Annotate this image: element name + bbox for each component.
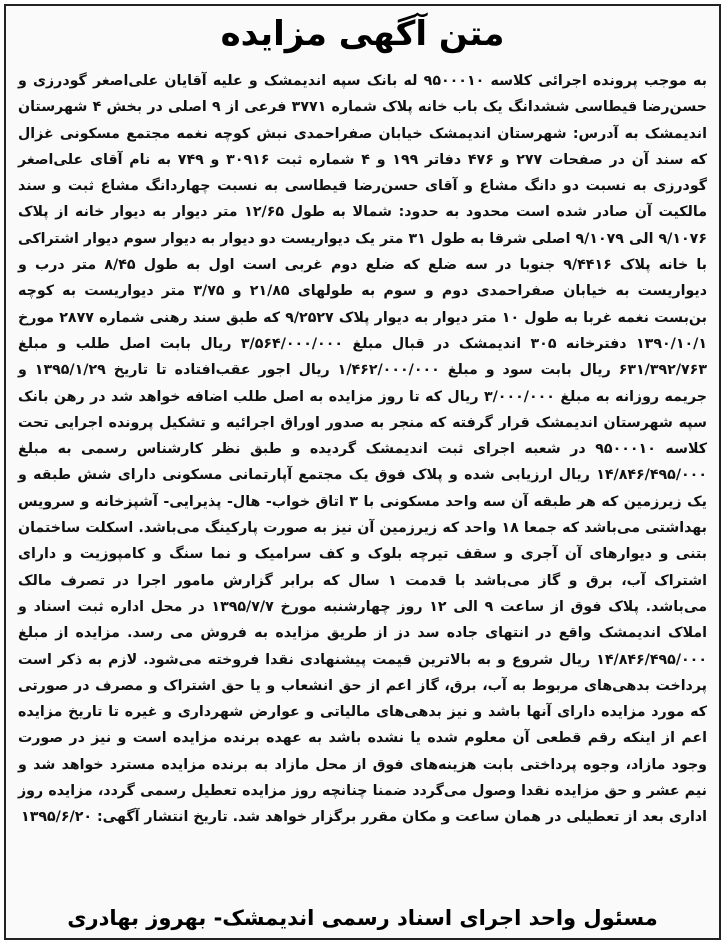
notice-page <box>4 4 721 940</box>
notice-signature: مسئول واحد اجرای اسناد رسمی اندیمشک- بهروز بهادری <box>67 906 658 930</box>
notice-body: به موجب پرونده اجرائی کلاسه ۹۵۰۰۰۱۰ له بانک سپه اندیمشک و علیه آقایان علی‌اصغر گودرزی و حسن‌رضا قیطاسی ششدانگ یک باب خانه پلاک شماره ۳۷۷۱ فرعی از ۹ اصلی در بخش ۴ شهرستان اندیمشک به آدرس: شهرستان اندیمشک خیابان صفراحمدی نبش کوچه نغمه مجتمع مسکونی غزال که سند آن در صفحات ۲۷۷ و ۴۷۶ دفاتر ۱۹۹ و ۴ شماره ثبت ۳۰۹۱۶ و ۷۴۹ به نام آقای علی‌اصغر گودرزی به نسبت دو دانگ مشاع و آقای حسن‌رضا قیطاسی به نسبت چهاردانگ مشاع ثبت و سند مالکیت آن صادر شده است محدود به حدود: شمالا به طول ۱۲/۶۵ متر دیوار به دیوار خانه از پلاک ۹/۱۰۷۶ الی ۹/۱۰۷۹ اصلی شرقا به طول ۳۱ متر یک دیواریست دو دیوار به دیوار سوم دیوار اشتراکی با خانه پلاک ۹/۴۴۱۶ جنوبا در سه ضلع که ضلع دوم غربی است اول به طول ۸/۴۵ متر درب و دیواریست به خیابان صفراحمدی دوم و سوم به طولهای ۲۱/۸۵ و ۳/۷۵ متر دیواریست به کوچه بن‌بست نغمه غربا به طول ۱۰ متر دیوار به دیوار پلاک ۹/۲۵۲۷ که طبق سند رهنی شماره ۲۸۷۷ مورخ ۱۳۹۰/۱۰/۱ دفترخانه ۳۰۵ اندیمشک در قبال مبلغ ۳/۵۶۴/۰۰۰/۰۰۰ ریال بابت اصل طلب و مبلغ ۶۳۱/۳۹۲/۷۶۳ ریال بابت سود و مبلغ ۱/۴۶۲/۰۰۰/۰۰۰ ریال اجور عقب‌افتاده تا تاریخ ۱۳۹۵/۱/۲۹ و جریمه روزانه به مبلغ ۳/۰۰۰/۰۰۰ ریال که تا روز مزایده به اصل طلب اضافه خواهد شد در رهن بانک سپه شهرستان اندیمشک قرار گرفته که منجر به صدور اوراق اجرائیه و تشکیل پرونده اجرایی تحت کلاسه ۹۵۰۰۰۱۰ در شعبه اجرای ثبت اندیمشک گردیده و طبق نظر کارشناس رسمی به مبلغ ۱۴/۸۴۶/۴۹۵/۰۰۰ ریال ارزیابی شده و پلاک فوق یک مجتمع آپارتمانی مسکونی دارای شش طبقه و یک زیرزمین که هر طبقه آن سه واحد مسکونی با ۳ اتاق خواب- هال- پذیرایی- آشپزخانه و سرویس بهداشتی می‌باشد که جمعا ۱۸ واحد که زیرزمین آن نیز به صورت پارکینگ می‌باشد. اسکلت ساختمان بتنی و دیوارهای آن آجری و سقف تیرچه بلوک و کف سرامیک و نما سنگ و کامپوزیت و دارای اشتراک آب، برق و گاز می‌باشد با قدمت ۱ سال که برابر گزارش مامور اجرا در تصرف مالک می‌باشد. پلاک فوق از ساعت ۹ الی ۱۲ روز چهارشنبه مورخ ۱۳۹۵/۷/۷ در محل اداره ثبت اسناد و املاک اندیمشک واقع در انتهای جاده سد دز از طریق مزایده به فروش می رسد. مزایده از مبلغ ۱۴/۸۴۶/۴۹۵/۰۰۰ ریال شروع و به بالاترین قیمت پیشنهادی نقدا فروخته می‌شود. لازم به ذکر است پرداخت بدهی‌های مربوط به آب، برق، گاز اعم از حق انشعاب و یا حق اشتراک و مصرف در صورتی که مورد مزایده دارای آنها باشد و نیز بدهی‌های مالیاتی و عوارض شهرداری و غیره تا تاریخ مزایده اعم از اینکه رقم قطعی آن معلوم شده یا نشده باشد به عهده برنده مزایده است و نیز در صورت وجود مازاد، وجوه پرداختی بابت هزینه‌های فوق از محل مازاد به برنده مزایده مسترد خواهد شد و نیم عشر و حق مزایده نقدا وصول می‌گردد ضمنا چنانچه روز مزایده تعطیل رسمی گردد، مزایده روز اداری بعد از تعطیلی در همان ساعت و مکان مقرر برگزار خواهد شد. تاریخ انتشار آگهی: ۱۳۹۵/۶/۲۰ <box>18 73 708 826</box>
notice-title: متن آگهی مزایده <box>220 14 505 54</box>
